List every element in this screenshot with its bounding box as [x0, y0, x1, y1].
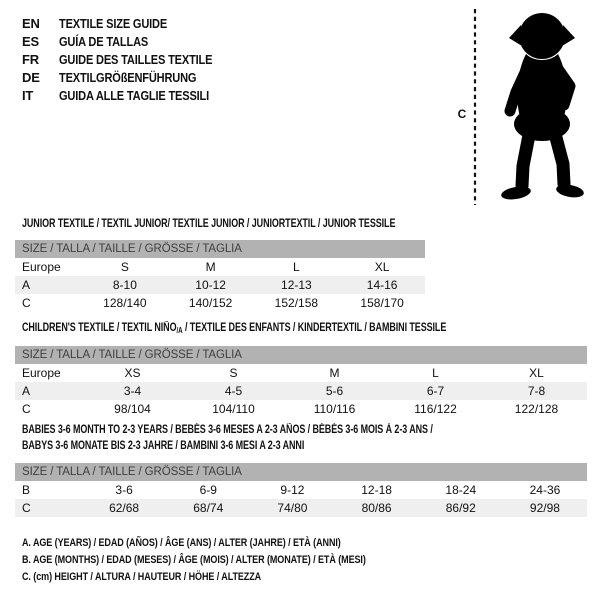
- language-row: [22, 32, 239, 50]
- section-heading-text: JUNIOR TEXTILE / TEXTIL JUNIOR/ TEXTILE JUNIOR / JUNIORTEXTIL / JUNIOR TESSILE: [22, 218, 396, 230]
- table-cell: 12-18: [361, 483, 392, 497]
- row-label: A: [22, 384, 31, 398]
- table-cell: 152/158: [274, 296, 319, 310]
- legend-line-a: A. AGE (YEARS) / EDAD (AÑOS) / ÂGE (ANS) / ALTER (JAHRE) / ETÀ (ANNI): [22, 537, 341, 549]
- language-row: [22, 50, 239, 68]
- language-code: EN: [22, 15, 40, 31]
- table-cell: 110/116: [313, 402, 356, 416]
- table-cell: 80/86: [361, 501, 392, 515]
- guide-title: TEXTILE SIZE GUIDE: [59, 15, 168, 31]
- row-label: C: [22, 501, 31, 515]
- table-cell: 5-6: [325, 384, 344, 398]
- babies-size-table: [15, 463, 587, 517]
- table-cell: XS: [124, 366, 141, 380]
- guide-title: TEXTILGRÖßENFÜHRUNG: [59, 69, 197, 85]
- table-cell: S: [229, 366, 238, 380]
- table-cell: 128/140: [103, 296, 147, 310]
- table-cell: 74/80: [277, 501, 308, 515]
- language-code: DE: [22, 69, 40, 85]
- table-cell: 98/104: [114, 402, 151, 416]
- table-row: [15, 499, 587, 517]
- language-title-block: [22, 14, 239, 104]
- table-row: [15, 364, 587, 382]
- table-cell: 62/68: [109, 501, 140, 515]
- table-cell: M: [329, 366, 340, 380]
- language-code: FR: [22, 51, 39, 67]
- table-cell: 3-4: [123, 384, 142, 398]
- table-cell: 68/74: [193, 501, 224, 515]
- table-cell: 12-13: [281, 278, 312, 292]
- row-label: Europe: [22, 260, 61, 274]
- row-label: B: [22, 483, 31, 497]
- row-label: Europe: [22, 366, 61, 380]
- table-cell: 140/152: [188, 296, 233, 310]
- table-cell: 7-8: [527, 384, 546, 398]
- table-cell: 116/122: [414, 402, 457, 416]
- table-cell: 14-16: [366, 278, 398, 292]
- table-cell: XL: [529, 366, 544, 380]
- table-cell: 24-36: [529, 483, 561, 497]
- table-size-header: SIZE / TALLA / TAILLE / GRÖSSE / TAGLIA: [15, 240, 425, 258]
- table-cell: S: [120, 260, 129, 274]
- section-heading-text: BABYS 3-6 MONATE BIS 2-3 JAHRE / BAMBINI 3-6 MESI A 2-3 ANNI: [22, 440, 305, 452]
- section-heading-text: / TEXTILE DES ENFANTS / KINDERTEXTIL / BAMBINI TESSILE: [182, 322, 447, 334]
- table-row: [15, 382, 587, 400]
- section-heading-text: CHILDREN'S TEXTILE / TEXTIL NIÑO: [22, 322, 177, 334]
- language-row: [22, 68, 239, 86]
- table-size-header: SIZE / TALLA / TAILLE / GRÖSSE / TAGLIA: [15, 463, 587, 481]
- table-cell: L: [293, 260, 300, 274]
- legend-line-c: C. (cm) HEIGHT / ALTURA / HAUTEUR / HÖHE / ALTEZZA: [22, 571, 262, 583]
- section-heading-text: BABIES 3-6 MONTH TO 2-3 YEARS / BEBÉS 3-6 MESES A 2-3 AÑOS / BÉBÉS 3-6 MOIS À 2-3 ANS /: [22, 424, 433, 436]
- table-cell: 6-7: [426, 384, 445, 398]
- table-cell: 6-9: [199, 483, 217, 497]
- table-cell: 158/170: [360, 296, 404, 310]
- row-label: A: [22, 278, 31, 292]
- legend-line-b: B. AGE (MONTHS) / EDAD (MESES) / ÂGE (MOIS) / ALTER (MONATE) / ETÀ (MESI): [22, 554, 366, 566]
- table-cell: 92/98: [529, 501, 560, 515]
- table-cell: 10-12: [195, 278, 226, 292]
- row-label: C: [22, 402, 31, 416]
- guide-title: GUÍA DE TALLAS: [59, 33, 149, 49]
- guide-title: GUIDA ALLE TAGLIE TESSILI: [59, 87, 210, 103]
- table-size-header: SIZE / TALLA / TAILLE / GRÖSSE / TAGLIA: [15, 346, 587, 364]
- language-code: IT: [22, 87, 34, 103]
- junior-section-heading: [22, 216, 395, 232]
- table-cell: 18-24: [445, 483, 477, 497]
- language-code: ES: [22, 33, 39, 49]
- height-measure-label: C: [457, 107, 467, 121]
- table-cell: 8-10: [112, 278, 137, 292]
- language-row: [22, 86, 239, 104]
- babies-section-heading: [22, 422, 433, 454]
- table-cell: 9-12: [280, 483, 305, 497]
- table-cell: 122/128: [514, 402, 559, 416]
- table-cell: 3-6: [115, 483, 133, 497]
- section-heading-text: /A: [176, 326, 183, 335]
- table-row: [15, 258, 425, 276]
- toddler-silhouette: [450, 4, 600, 216]
- table-cell: 86/92: [445, 501, 476, 515]
- table-cell: XL: [374, 260, 390, 274]
- children-section-heading: [22, 320, 446, 339]
- children-size-table: [15, 346, 587, 418]
- guide-title: GUIDE DES TAILLES TEXTILE: [59, 51, 213, 67]
- table-cell: 4-5: [224, 384, 243, 398]
- table-row: [15, 400, 587, 418]
- measure-legend: [22, 535, 441, 586]
- table-cell: 104/110: [212, 402, 255, 416]
- table-cell: M: [205, 260, 216, 274]
- table-row: [15, 294, 425, 312]
- table-row: [15, 276, 425, 294]
- language-row: [22, 14, 239, 32]
- table-cell: L: [432, 366, 439, 380]
- table-row: [15, 481, 587, 499]
- junior-size-table: [15, 240, 425, 312]
- row-label: C: [22, 296, 31, 310]
